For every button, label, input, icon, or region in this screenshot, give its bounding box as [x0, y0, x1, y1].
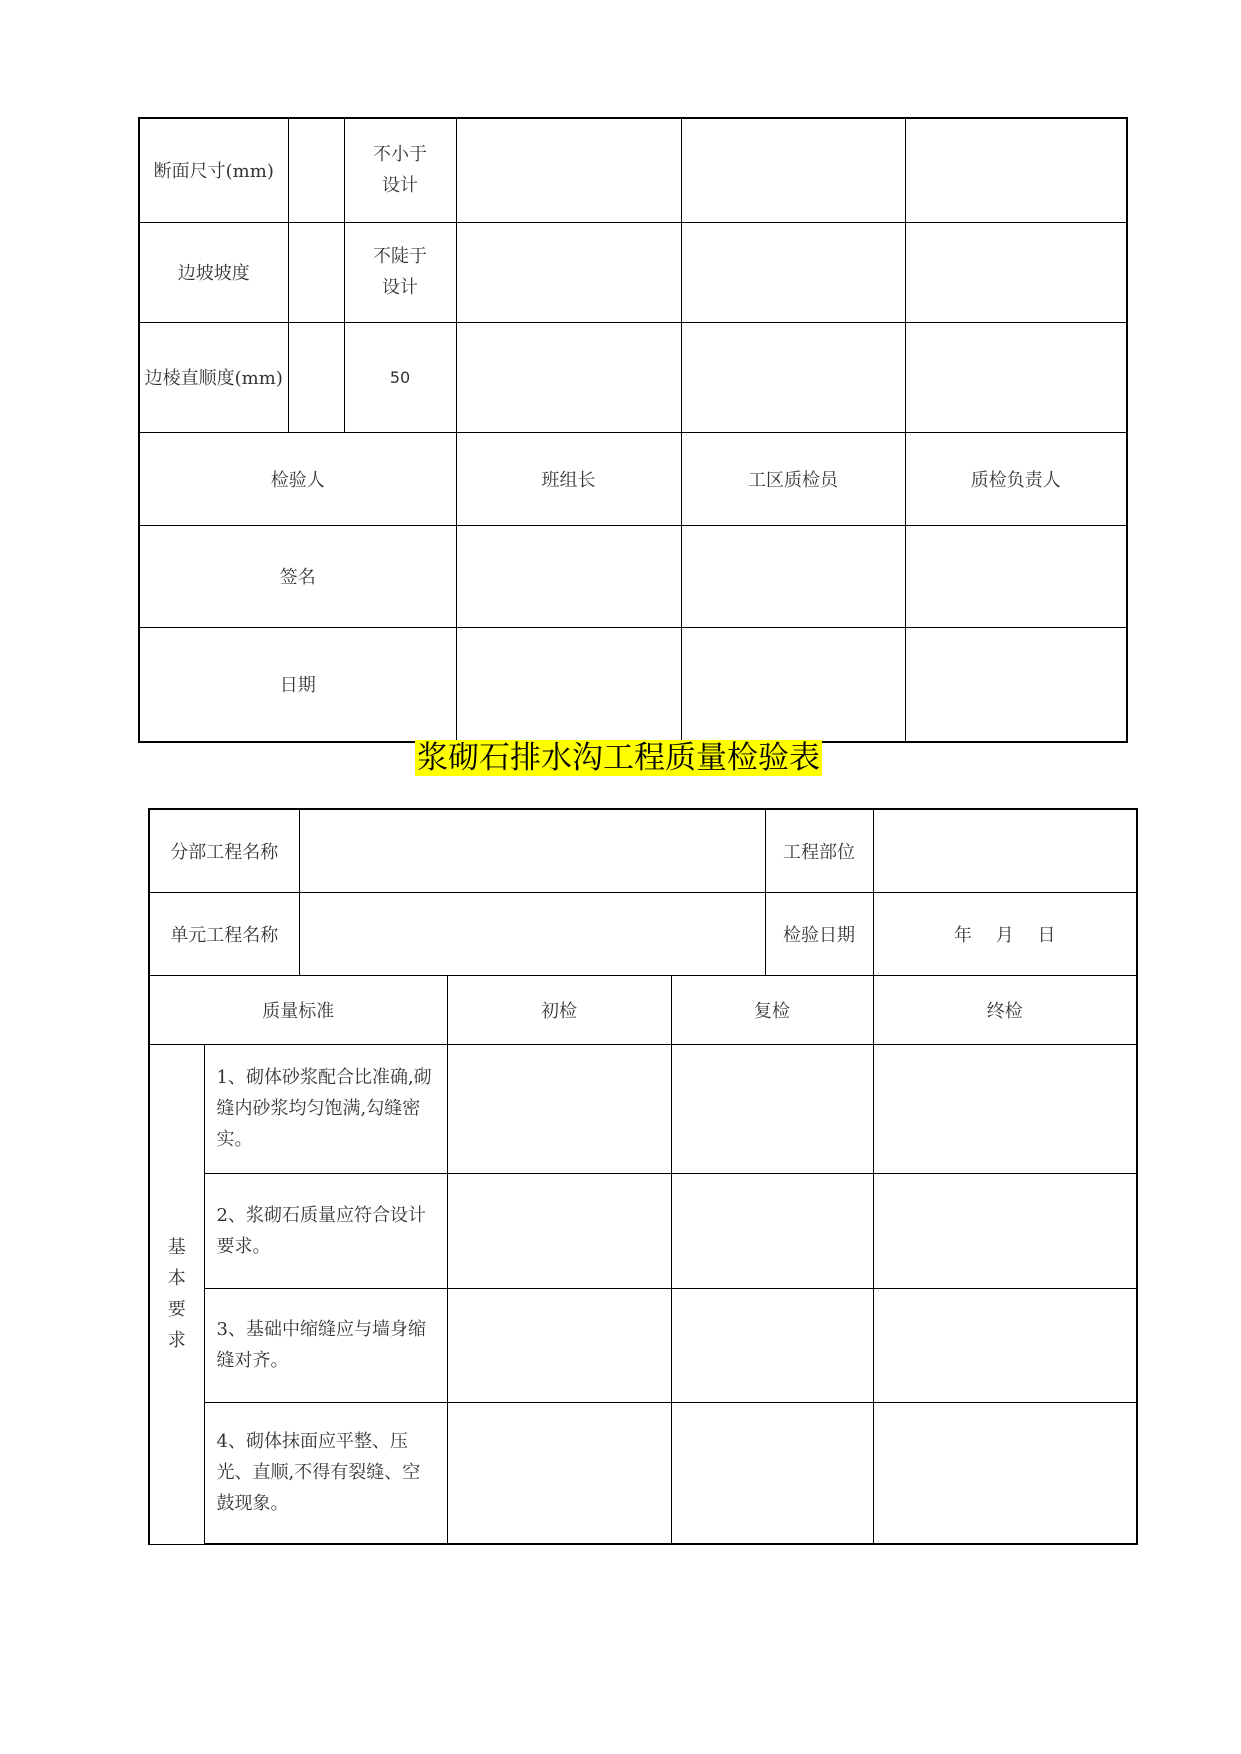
signature-label: 签名: [139, 525, 456, 627]
recheck-cell[interactable]: [671, 1402, 873, 1544]
unit-project-label: 单元工程名称: [149, 892, 299, 975]
recheck-cell[interactable]: [671, 1173, 873, 1288]
table-row: [139, 432, 1127, 525]
recheck-cell[interactable]: [671, 1288, 873, 1402]
role-area-inspector: 工区质检员: [681, 432, 905, 525]
quality-inspection-form: [148, 808, 1138, 1545]
unit-project-input[interactable]: [299, 892, 765, 975]
basic-requirements-label: 基 本 要 求: [149, 1044, 204, 1544]
value-cell[interactable]: [456, 322, 681, 432]
value-cell[interactable]: [905, 118, 1127, 222]
standard-cell: 50: [344, 322, 456, 432]
final-check-header: 终检: [873, 975, 1137, 1044]
table-row: [149, 1044, 1137, 1173]
blank-cell: [288, 222, 344, 322]
blank-cell: [288, 322, 344, 432]
page-title: 浆砌石排水沟工程质量检验表: [417, 740, 820, 776]
date-cell[interactable]: [456, 627, 681, 742]
initial-check-cell[interactable]: [447, 1402, 671, 1544]
initial-check-header: 初检: [447, 975, 671, 1044]
table-row: [139, 525, 1127, 627]
final-check-cell[interactable]: [873, 1173, 1137, 1288]
item-label: 边坡坡度: [139, 222, 288, 322]
quality-standard-header: 质量标准: [149, 975, 447, 1044]
signature-cell[interactable]: [681, 525, 905, 627]
value-cell[interactable]: [456, 118, 681, 222]
initial-check-cell[interactable]: [447, 1288, 671, 1402]
initial-check-cell[interactable]: [447, 1044, 671, 1173]
item-label: 边棱直顺度(mm): [139, 322, 288, 432]
project-part-label: 工程部位: [765, 809, 873, 892]
table-row: [149, 809, 1137, 892]
table-row: [149, 975, 1137, 1044]
sub-project-input[interactable]: [299, 809, 765, 892]
date-label: 日期: [139, 627, 456, 742]
requirement-1: 1、砌体砂浆配合比准确,砌缝内砂浆均匀饱满,勾缝密实。: [204, 1044, 447, 1173]
inspection-continuation-table: [138, 117, 1128, 743]
blank-cell: [288, 118, 344, 222]
role-team-leader: 班组长: [456, 432, 681, 525]
table-row: [149, 1402, 1137, 1544]
table-row: [139, 627, 1127, 742]
recheck-cell[interactable]: [671, 1044, 873, 1173]
table-row: [149, 892, 1137, 975]
final-check-cell[interactable]: [873, 1044, 1137, 1173]
table-row: [149, 1173, 1137, 1288]
value-cell[interactable]: [681, 322, 905, 432]
date-cell[interactable]: [681, 627, 905, 742]
value-cell[interactable]: [681, 222, 905, 322]
value-cell[interactable]: [681, 118, 905, 222]
item-label: 断面尺寸(mm): [139, 118, 288, 222]
standard-cell: 不陡于 设计: [344, 222, 456, 322]
signature-cell[interactable]: [456, 525, 681, 627]
final-check-cell[interactable]: [873, 1402, 1137, 1544]
signature-cell[interactable]: [905, 525, 1127, 627]
inspection-date-input[interactable]: 年 月 日: [873, 892, 1137, 975]
table-row: [139, 322, 1127, 432]
value-cell[interactable]: [456, 222, 681, 322]
standard-cell: 不小于 设计: [344, 118, 456, 222]
final-check-cell[interactable]: [873, 1288, 1137, 1402]
role-quality-head: 质检负责人: [905, 432, 1127, 525]
date-cell[interactable]: [905, 627, 1127, 742]
table-row: [139, 222, 1127, 322]
table-row: [149, 1288, 1137, 1402]
inspector-label: 检验人: [139, 432, 456, 525]
value-cell[interactable]: [905, 322, 1127, 432]
sub-project-label: 分部工程名称: [149, 809, 299, 892]
initial-check-cell[interactable]: [447, 1173, 671, 1288]
project-part-input[interactable]: [873, 809, 1137, 892]
value-cell[interactable]: [905, 222, 1127, 322]
requirement-2: 2、浆砌石质量应符合设计要求。: [204, 1173, 447, 1288]
recheck-header: 复检: [671, 975, 873, 1044]
table-row: [139, 118, 1127, 222]
requirement-4: 4、砌体抹面应平整、压光、直顺,不得有裂缝、空鼓现象。: [204, 1402, 447, 1544]
inspection-date-label: 检验日期: [765, 892, 873, 975]
requirement-3: 3、基础中缩缝应与墙身缩缝对齐。: [204, 1288, 447, 1402]
